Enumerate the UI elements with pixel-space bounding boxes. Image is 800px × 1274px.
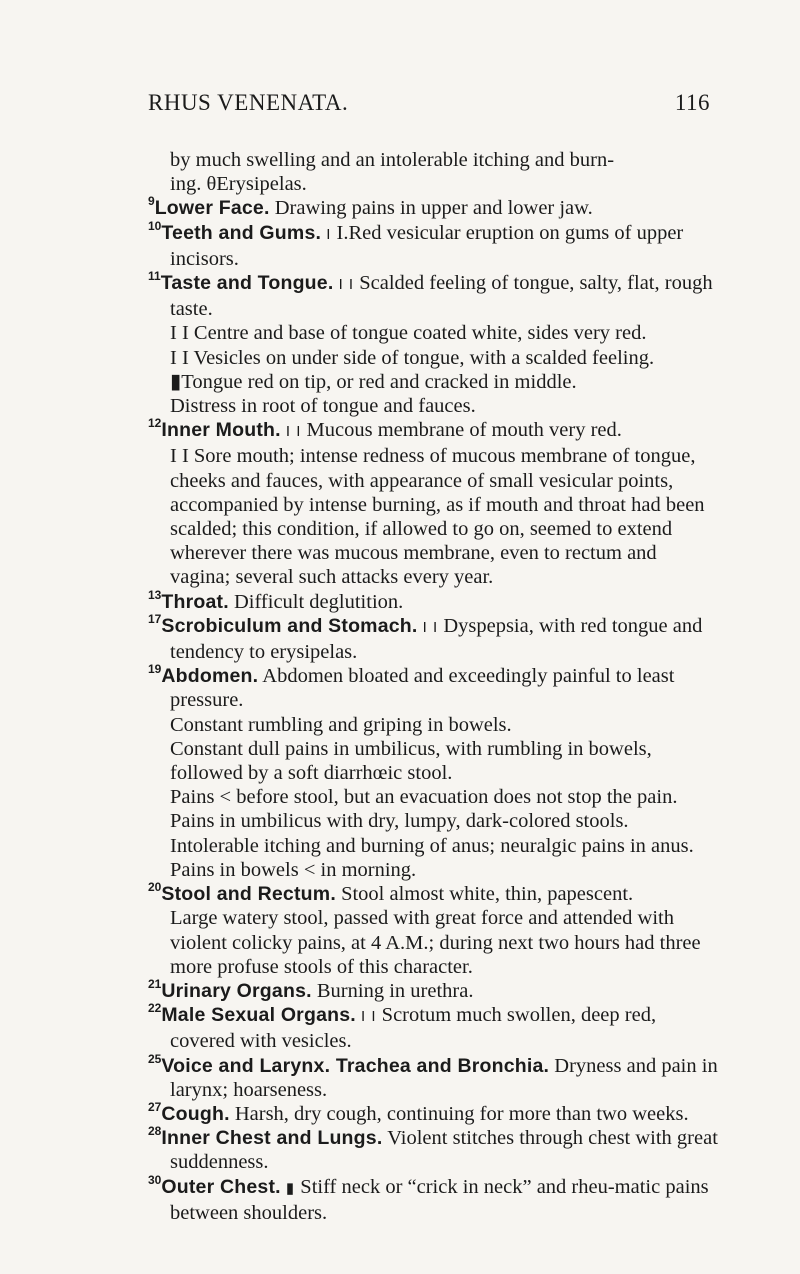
symptom-text: Dyspepsia, with red tongue and tendency to erysipelas. xyxy=(170,614,703,664)
section-heading: Voice and Larynx. Trachea and Bronchia. xyxy=(161,1054,550,1077)
section-heading: Throat. xyxy=(161,590,229,613)
symptom-entry xyxy=(148,587,720,614)
section-number: 9 xyxy=(148,194,155,209)
section-heading: Lower Face. xyxy=(154,197,270,220)
symptom-entry xyxy=(148,1003,720,1053)
symptom-text: Violent stitches through chest with great suddenness. xyxy=(170,1127,718,1174)
symptom-text: Abdomen bloated and exceedingly painful to least pressure. xyxy=(170,665,675,712)
section-number: 12 xyxy=(148,416,162,431)
symptom-text: Drawing pains in upper and lower jaw. xyxy=(274,197,593,220)
section-number: 21 xyxy=(148,976,162,991)
section-number: 25 xyxy=(148,1051,162,1066)
continuation-line: Pains in bowels < in morning. xyxy=(170,858,417,881)
symptom-entry xyxy=(148,1126,720,1174)
section-heading: Inner Chest and Lungs. xyxy=(161,1127,383,1150)
section-number: 27 xyxy=(148,1099,162,1114)
grade-marker: ▮ xyxy=(285,1179,296,1197)
continuation-line: Pains < before stool, but an evacuation does not stop the pain. xyxy=(170,786,678,809)
continuation-line: Large watery stool, passed with great force and attended with violent colicky pains, at 4 A.M.; during next two hours had three more profuse stools of this character. xyxy=(170,907,701,978)
section-number: 10 xyxy=(148,218,162,233)
symptom-text: Scalded feeling of tongue, salty, flat, rough taste. xyxy=(170,272,713,321)
continuation-line: Pains in umbilicus with dry, lumpy, dark-colored stools. xyxy=(170,810,629,833)
symptom-text: Harsh, dry cough, continuing for more than two weeks. xyxy=(234,1102,689,1125)
section-number: 19 xyxy=(148,662,162,677)
continuation-line: Distress in root of tongue and fauces. xyxy=(170,395,476,418)
symptom-entry xyxy=(148,611,720,664)
symptom-text: Stool almost white, thin, papescent. xyxy=(341,883,634,906)
symptom-entry xyxy=(148,976,720,1003)
section-number: 30 xyxy=(148,1172,162,1187)
section-number: 17 xyxy=(148,611,162,626)
grade-marker: I I xyxy=(361,1008,377,1026)
symptom-entry xyxy=(148,418,720,444)
grade-marker: I I xyxy=(338,276,355,294)
section-heading: Stool and Rectum. xyxy=(161,883,336,906)
symptom-text: Stiff neck or “crick in neck” and rheu-matic pains between shoulders. xyxy=(170,1175,709,1224)
section-heading: Scrobiculum and Stomach. xyxy=(161,614,418,637)
section-number: 13 xyxy=(148,587,162,602)
symptom-text: I.Red vesicular eruption on gums of upper incisors. xyxy=(170,221,684,270)
section-heading: Outer Chest. xyxy=(161,1175,281,1198)
symptom-entry xyxy=(148,196,720,220)
symptom-entry xyxy=(148,664,720,712)
symptom-entry xyxy=(148,1172,720,1225)
section-number: 20 xyxy=(148,880,162,895)
continuation-line: Constant dull pains in umbilicus, with rumbling in bowels, followed by a soft diarrhœic stool. xyxy=(170,737,652,785)
section-heading: Male Sexual Organs. xyxy=(161,1004,356,1027)
symptom-entry xyxy=(148,882,720,906)
continuation-line: Intolerable itching and burning of anus; neuralgic pains in anus. xyxy=(170,834,694,857)
symptom-entry xyxy=(148,1099,720,1126)
symptom-text: Mucous membrane of mouth very red. xyxy=(306,419,622,442)
section-number: 22 xyxy=(148,1001,162,1016)
grade-marker: I I xyxy=(285,423,302,441)
continuation-line: I I Centre and base of tongue coated white, sides very red. xyxy=(170,322,647,345)
continuation-line: by much swelling and an intolerable itching and burn- xyxy=(170,149,615,171)
symptom-text: Burning in urethra. xyxy=(316,979,474,1002)
section-heading: Inner Mouth. xyxy=(161,419,281,442)
symptom-entry xyxy=(148,1051,720,1102)
continuation-line: ▮Tongue red on tip, or red and cracked in middle. xyxy=(170,370,577,393)
section-heading: Abdomen. xyxy=(161,665,259,688)
continuation-line: I I Sore mouth; intense redness of mucous membrane of tongue, cheeks and fauces, with appearance of small vesicular points, accompanied by intense burning, as if mouth and throat had been scalded; this condition, if allowed to go on, seemed to extend wherever there was mucous membrane, even to rectum and vagina; several such attacks every year. xyxy=(170,445,705,589)
page-number: 116 xyxy=(674,90,710,115)
section-number: 28 xyxy=(148,1124,162,1139)
continuation-line: I I Vesicles on under side of tongue, with a scalded feeling. xyxy=(170,346,655,369)
grade-marker: I I xyxy=(422,618,439,636)
page-body xyxy=(148,148,720,1225)
continuation-line: Constant rumbling and griping in bowels. xyxy=(170,713,512,736)
symptom-entry xyxy=(148,218,720,271)
symptom-text: Dryness and pain in larynx; hoarseness. xyxy=(170,1054,718,1101)
section-heading: Urinary Organs. xyxy=(161,979,312,1002)
grade-marker: I xyxy=(326,225,332,243)
symptom-entry xyxy=(148,271,720,321)
section-heading: Taste and Tongue. xyxy=(160,272,334,295)
running-title: RHUS VENENATA. xyxy=(148,90,349,115)
symptom-text: Difficult deglutition. xyxy=(233,590,404,613)
continuation-line: ing. θErysipelas. xyxy=(170,173,307,196)
section-heading: Cough. xyxy=(161,1102,230,1125)
symptom-text: Scrotum much swollen, deep red, covered with vesicles. xyxy=(170,1004,657,1053)
section-heading: Teeth and Gums. xyxy=(161,221,322,244)
section-number: 11 xyxy=(148,269,161,284)
running-header xyxy=(148,90,710,124)
